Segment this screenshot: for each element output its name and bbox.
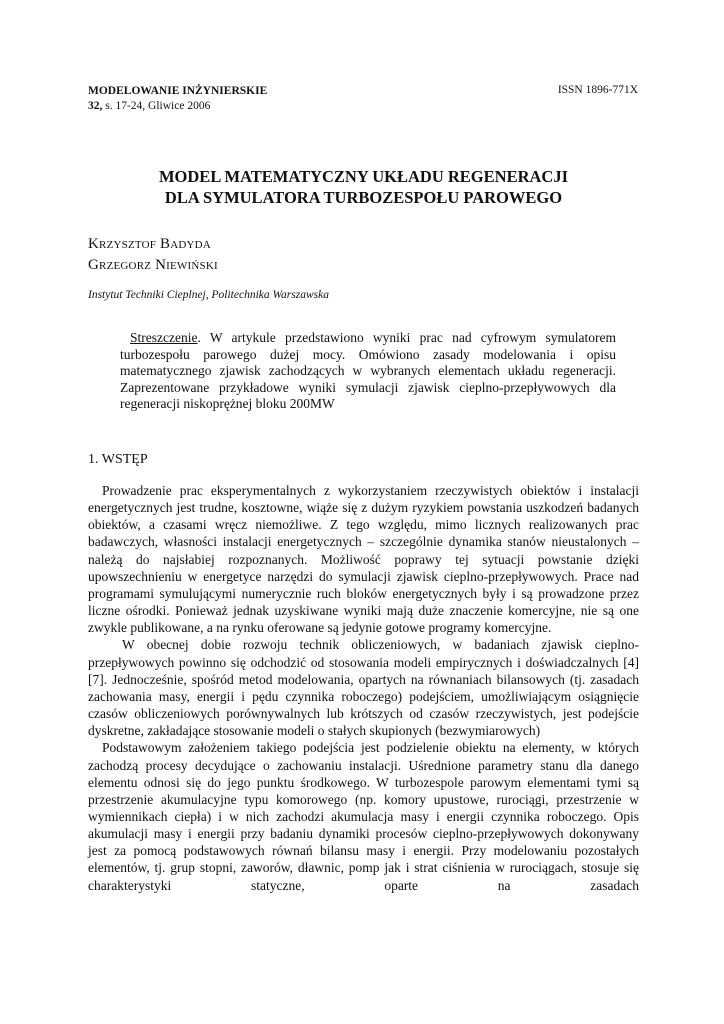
abstract-text: . W artykule przedstawiono wyniki prac nad cyfrowym symulatorem turbozespołu parowego dużej mocy. Omówiono zasady modelowania i opisu matematycznego zjawisk zachodzących w wybranych elementach układu regeneracji. Zaprezentowane przykładowe wyniki symulacji zjawisk cieplno-przepływowych dla regeneracji niskoprężnej bloku 200MW [120, 330, 616, 412]
issn: ISSN 1896-771X [557, 84, 638, 96]
section-heading: 1. WSTĘP [88, 452, 148, 467]
pages-place-year: s. 17-24, Gliwice 2006 [102, 100, 211, 112]
volume-line [88, 99, 267, 114]
author-1: Krzysztof Badyda [88, 236, 211, 252]
volume-number: 32, [88, 100, 103, 112]
institution: Instytut Techniki Cieplnej, Politechnika Warszawska [88, 289, 329, 301]
title-line-1: MODEL MATEMATYCZNY UKŁADU REGENERACJI [158, 167, 568, 186]
body-text [88, 482, 639, 894]
paragraph: W obecnej dobie rozwoju technik obliczeniowych, w badaniach zjawisk cieplno-przepływowych powinno się odchodzić od stosowania modeli empirycznych i doświadczalnych [4][7]. Jednocześnie, spośród metod modelowania, opartych na równaniach bilansowych (tj. zasadach zachowania masy, energii i pędu czynnika roboczego) podejściem, umożliwiającym osiągnięcie czasów obliczeniowych porównywalnych lub krótszych od czasów rzeczywistych, jest podejście dyskretne, zakładające stosowanie modeli o stałych skupionych (bezwymiarowych) [88, 637, 639, 739]
author-2: Grzegorz Niewiński [88, 257, 218, 273]
paper-title [88, 166, 639, 208]
abstract [120, 330, 616, 413]
title-line-2: DLA SYMULATORA TURBOZESPOŁU PAROWEGO [164, 188, 563, 207]
journal-name: MODELOWANIE INŻYNIERSKIE [88, 85, 268, 97]
paragraph: Prowadzenie prac eksperymentalnych z wykorzystaniem rzeczywistych obiektów i instalacji energetycznych jest trudne, kosztowne, wiąże się z dużym ryzykiem powstania uszkodzeń badanych obiektów, a czasami wręcz niemożliwe. Z tego względu, mimo licznych realizowanych prac badawczych, własności instalacji energetycznych – szczególnie dynamika stanów nieustalonych – należą do najsłabiej rozpoznanych. Możliwość poprawy tej sytuacji powstanie dzięki upowszechnieniu w energetyce narzędzi do symulacji zjawisk cieplno-przepływowych. Prace nad programami symulującymi numerycznie ruch bloków energetycznych były i są prowadzone przez liczne ośrodki. Ponieważ jednak uzyskiwane wyniki mają duże znaczenie komercyjne, nie są one zwykle publikowane, a na rynku oferowane są jedynie gotowe programy komercyjne. [88, 483, 639, 636]
paragraph: Podstawowym założeniem takiego podejścia jest podzielenie obiektu na elementy, w których zachodzą procesy decydujące o zachowaniu instalacji. Uśrednione parametry stanu dla danego elementu odnosi się do jego punktu środkowego. W turbozespole parowym elementami tymi są przestrzenie akumulacyjne typu komorowego (np. komory upustowe, rurociągi, przestrzenie w wymiennikach ciepła) i w nich zachodzi akumulacja masy i energii czynnika roboczego. Opis akumulacji masy i energii przy badaniu dynamiki procesów cieplno-przepływowych dokonywany jest za pomocą podstawowych równań bilansu masy i energii. Przy modelowaniu pozostałych elementów, tj. grup stopni, zaworów, dławnic, pomp jak i strat ciśnienia w rurociągach, stosuje się charakterystyki statyczne, oparte na zasadach [88, 740, 639, 893]
abstract-label: Streszczenie [130, 330, 198, 345]
journal-header [88, 84, 267, 114]
